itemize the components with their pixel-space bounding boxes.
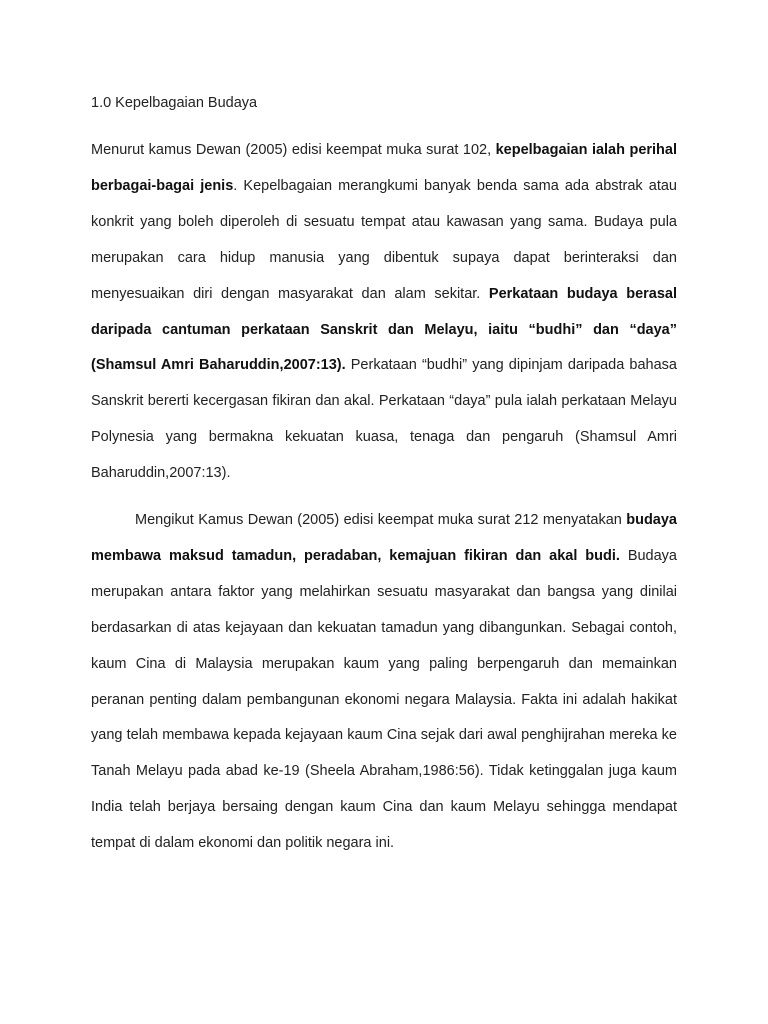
paragraph2-text-1: Mengikut Kamus Dewan (2005) edisi keempat muka surat 212 menyatakan <box>135 512 627 528</box>
paragraph1-bold-1: kepelbagaian ialah perihal berbagai-bagai jenis <box>91 142 678 194</box>
paragraph1-text-1: Menurut kamus Dewan (2005) edisi keempat muka surat 102, <box>91 142 496 158</box>
paragraph-definition <box>91 133 677 492</box>
paragraph2-text-2: Budaya merupakan antara faktor yang melahirkan sesuatu masyarakat dan bangsa yang dinilai berdasarkan di atas kejayaan dan kekuatan tamadun yang dibangunkan. Sebagai contoh, kaum Cina di Malaysia merupakan kaum yang paling berpengaruh dan memainkan peranan penting dalam pembangunan ekonomi negara Malaysia. Fakta ini adalah hakikat yang telah membawa kepada kejayaan kaum Cina sejak dari awal penghijrahan mereka ke Tanah Melayu pada abad ke-19 (Sheela Abraham,1986:56). Tidak ketinggalan juga kaum India telah berjaya bersaing dengan kaum Cina dan kaum Melayu sehingga mendapat tempat di dalam ekonomi dan politik negara ini. <box>91 547 677 852</box>
paragraph1-text-3: Perkataan “budhi” yang dipinjam daripada bahasa Sanskrit bererti kecergasan fikiran dan akal. Perkataan “daya” pula ialah perkataan Melayu Polynesia yang bermakna kekuatan kuasa, tenaga dan pengaruh (Shamsul Amri Baharuddin,2007:13). <box>91 357 677 482</box>
paragraph-culture <box>91 503 677 862</box>
paragraph2-bold-1: budaya membawa maksud tamadun, peradaban, kemajuan fikiran dan akal budi. <box>91 512 677 564</box>
paragraph1-bold-2: Perkataan budaya berasal daripada cantuman perkataan Sanskrit dan Melayu, iaitu “budhi” dan “daya” (Shamsul Amri Baharuddin,2007:13). <box>91 285 677 374</box>
section-heading: 1.0 Kepelbagaian Budaya <box>91 95 258 111</box>
paragraph1-text-2: . Kepelbagaian merangkumi banyak benda sama ada abstrak atau konkrit yang boleh diperoleh di sesuatu tempat atau kawasan yang sama. Budaya pula merupakan cara hidup manusia yang dibentuk supaya dapat berinteraksi dan menyesuaikan diri dengan masyarakat dan alam sekitar. <box>91 177 677 302</box>
